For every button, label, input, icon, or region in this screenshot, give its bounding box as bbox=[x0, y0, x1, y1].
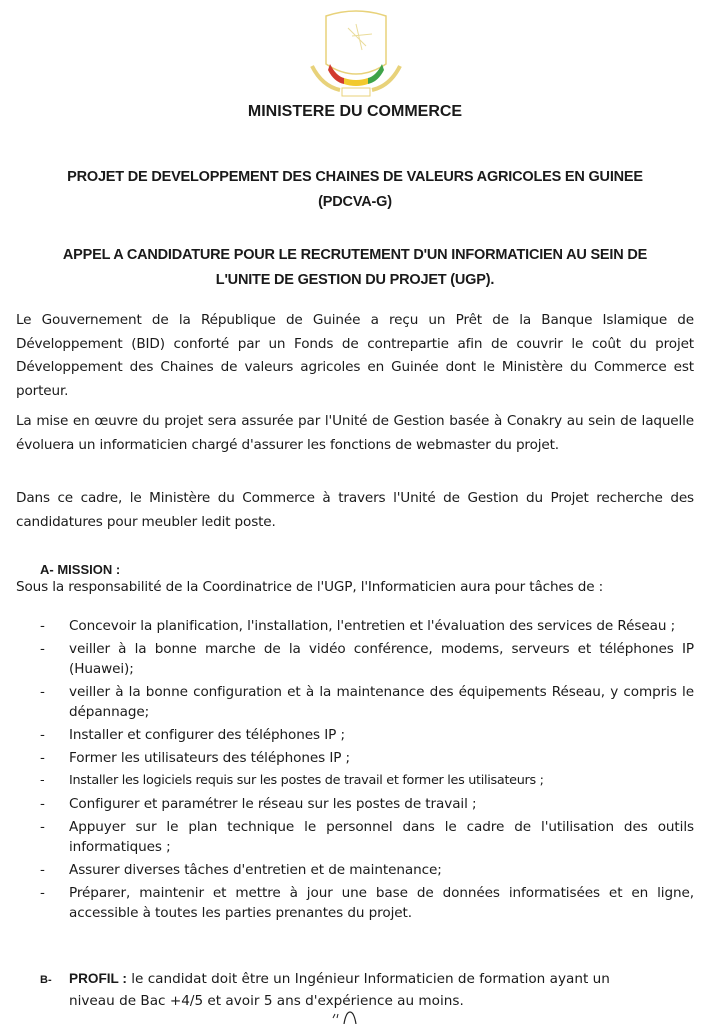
call-for-applications-title bbox=[10, 243, 700, 293]
intro-paragraph-1: Le Gouvernement de la République de Guinée a reçu un Prêt de la Banque Islamique de Développement (BID) conforté par un Fonds de contrepartie afin de couvrir le coût du projet Développement des Chaines de valeurs agricoles en Guinée dont le Ministère du Commerce est porteur. bbox=[16, 312, 694, 399]
project-title-line-1: PROJET DE DEVELOPPEMENT DES CHAINES DE VALEURS AGRICOLES EN GUINEE bbox=[67, 169, 643, 185]
bullet-dash: - bbox=[40, 819, 45, 835]
bullet-dash: - bbox=[40, 885, 45, 901]
profile-heading: PROFIL : bbox=[69, 971, 127, 986]
mission-task bbox=[0, 817, 710, 857]
mission-task bbox=[0, 883, 710, 923]
bullet-dash: - bbox=[40, 750, 45, 766]
task-text: Appuyer sur le plan technique le personnel dans le cadre de l'utilisation des outils informatiques ; bbox=[69, 819, 694, 855]
bullet-dash: - bbox=[40, 618, 45, 634]
task-text: Concevoir la planification, l'installation, l'entretien et l'évaluation des services de Réseau ; bbox=[69, 618, 676, 634]
handwritten-initial-mark bbox=[330, 1008, 360, 1024]
bullet-dash: - bbox=[40, 684, 45, 700]
guinea-coat-of-arms-emblem bbox=[296, 6, 416, 102]
mission-intro: Sous la responsabilité de la Coordinatrice de l'UGP, l'Informaticien aura pour tâches de : bbox=[16, 579, 604, 595]
call-title-line-1: APPEL A CANDIDATURE POUR LE RECRUTEMENT D'UN INFORMATICIEN AU SEIN DE bbox=[62, 247, 648, 263]
task-text: Configurer et paramétrer le réseau sur les postes de travail ; bbox=[69, 796, 477, 812]
profile-letter: B- bbox=[40, 974, 52, 986]
intro-paragraph-3: Dans ce cadre, le Ministère du Commerce à travers l'Unité de Gestion du Projet recherche des candidatures pour meubler ledit poste. bbox=[16, 490, 694, 530]
profile-section bbox=[40, 968, 694, 1012]
intro-paragraph-2: La mise en œuvre du projet sera assurée par l'Unité de Gestion basée à Conakry au sein de laquelle évoluera un informaticien chargé d'assurer les fonctions de webmaster du projet. bbox=[16, 413, 694, 453]
bullet-dash: - bbox=[40, 727, 45, 743]
task-text: Assurer diverses tâches d'entretien et de maintenance; bbox=[69, 862, 442, 878]
mission-task bbox=[0, 725, 710, 745]
mission-task bbox=[0, 616, 710, 636]
task-text: Installer les logiciels requis sur les postes de travail et former les utilisateurs ; bbox=[69, 773, 544, 788]
mission-task bbox=[0, 639, 710, 679]
bullet-dash: - bbox=[40, 796, 45, 812]
bullet-dash: - bbox=[40, 773, 45, 788]
task-text: veiller à la bonne marche de la vidéo conférence, modems, serveurs et téléphones IP (Huawei); bbox=[69, 641, 694, 677]
task-text: veiller à la bonne configuration et à la maintenance des équipements Réseau, y compris le dépannage; bbox=[69, 684, 694, 720]
profile-text-line-1: le candidat doit être un Ingénieur Informaticien de formation ayant un bbox=[126, 971, 610, 987]
ministry-title: MINISTERE DU COMMERCE bbox=[247, 103, 463, 120]
mission-task-list bbox=[0, 616, 710, 926]
project-title bbox=[10, 165, 700, 215]
profile-text-line-2: niveau de Bac +4/5 et avoir 5 ans d'expérience au moins. bbox=[69, 993, 464, 1009]
task-text: Former les utilisateurs des téléphones IP ; bbox=[69, 750, 351, 766]
project-title-line-2: (PDCVA-G) bbox=[318, 194, 392, 210]
mission-heading: A- MISSION : bbox=[40, 562, 121, 577]
call-title-line-2: L'UNITE DE GESTION DU PROJET (UGP). bbox=[215, 272, 495, 288]
mission-task bbox=[0, 771, 710, 791]
task-text: Installer et configurer des téléphones IP ; bbox=[69, 727, 345, 743]
task-text: Préparer, maintenir et mettre à jour une base de données informatisées et en ligne, accessible à toutes les parties prenantes du projet. bbox=[69, 885, 694, 921]
mission-task bbox=[0, 794, 710, 814]
mission-task bbox=[0, 748, 710, 768]
bullet-dash: - bbox=[40, 862, 45, 878]
bullet-dash: - bbox=[40, 641, 45, 657]
mission-task bbox=[0, 860, 710, 880]
mission-task bbox=[0, 682, 710, 722]
